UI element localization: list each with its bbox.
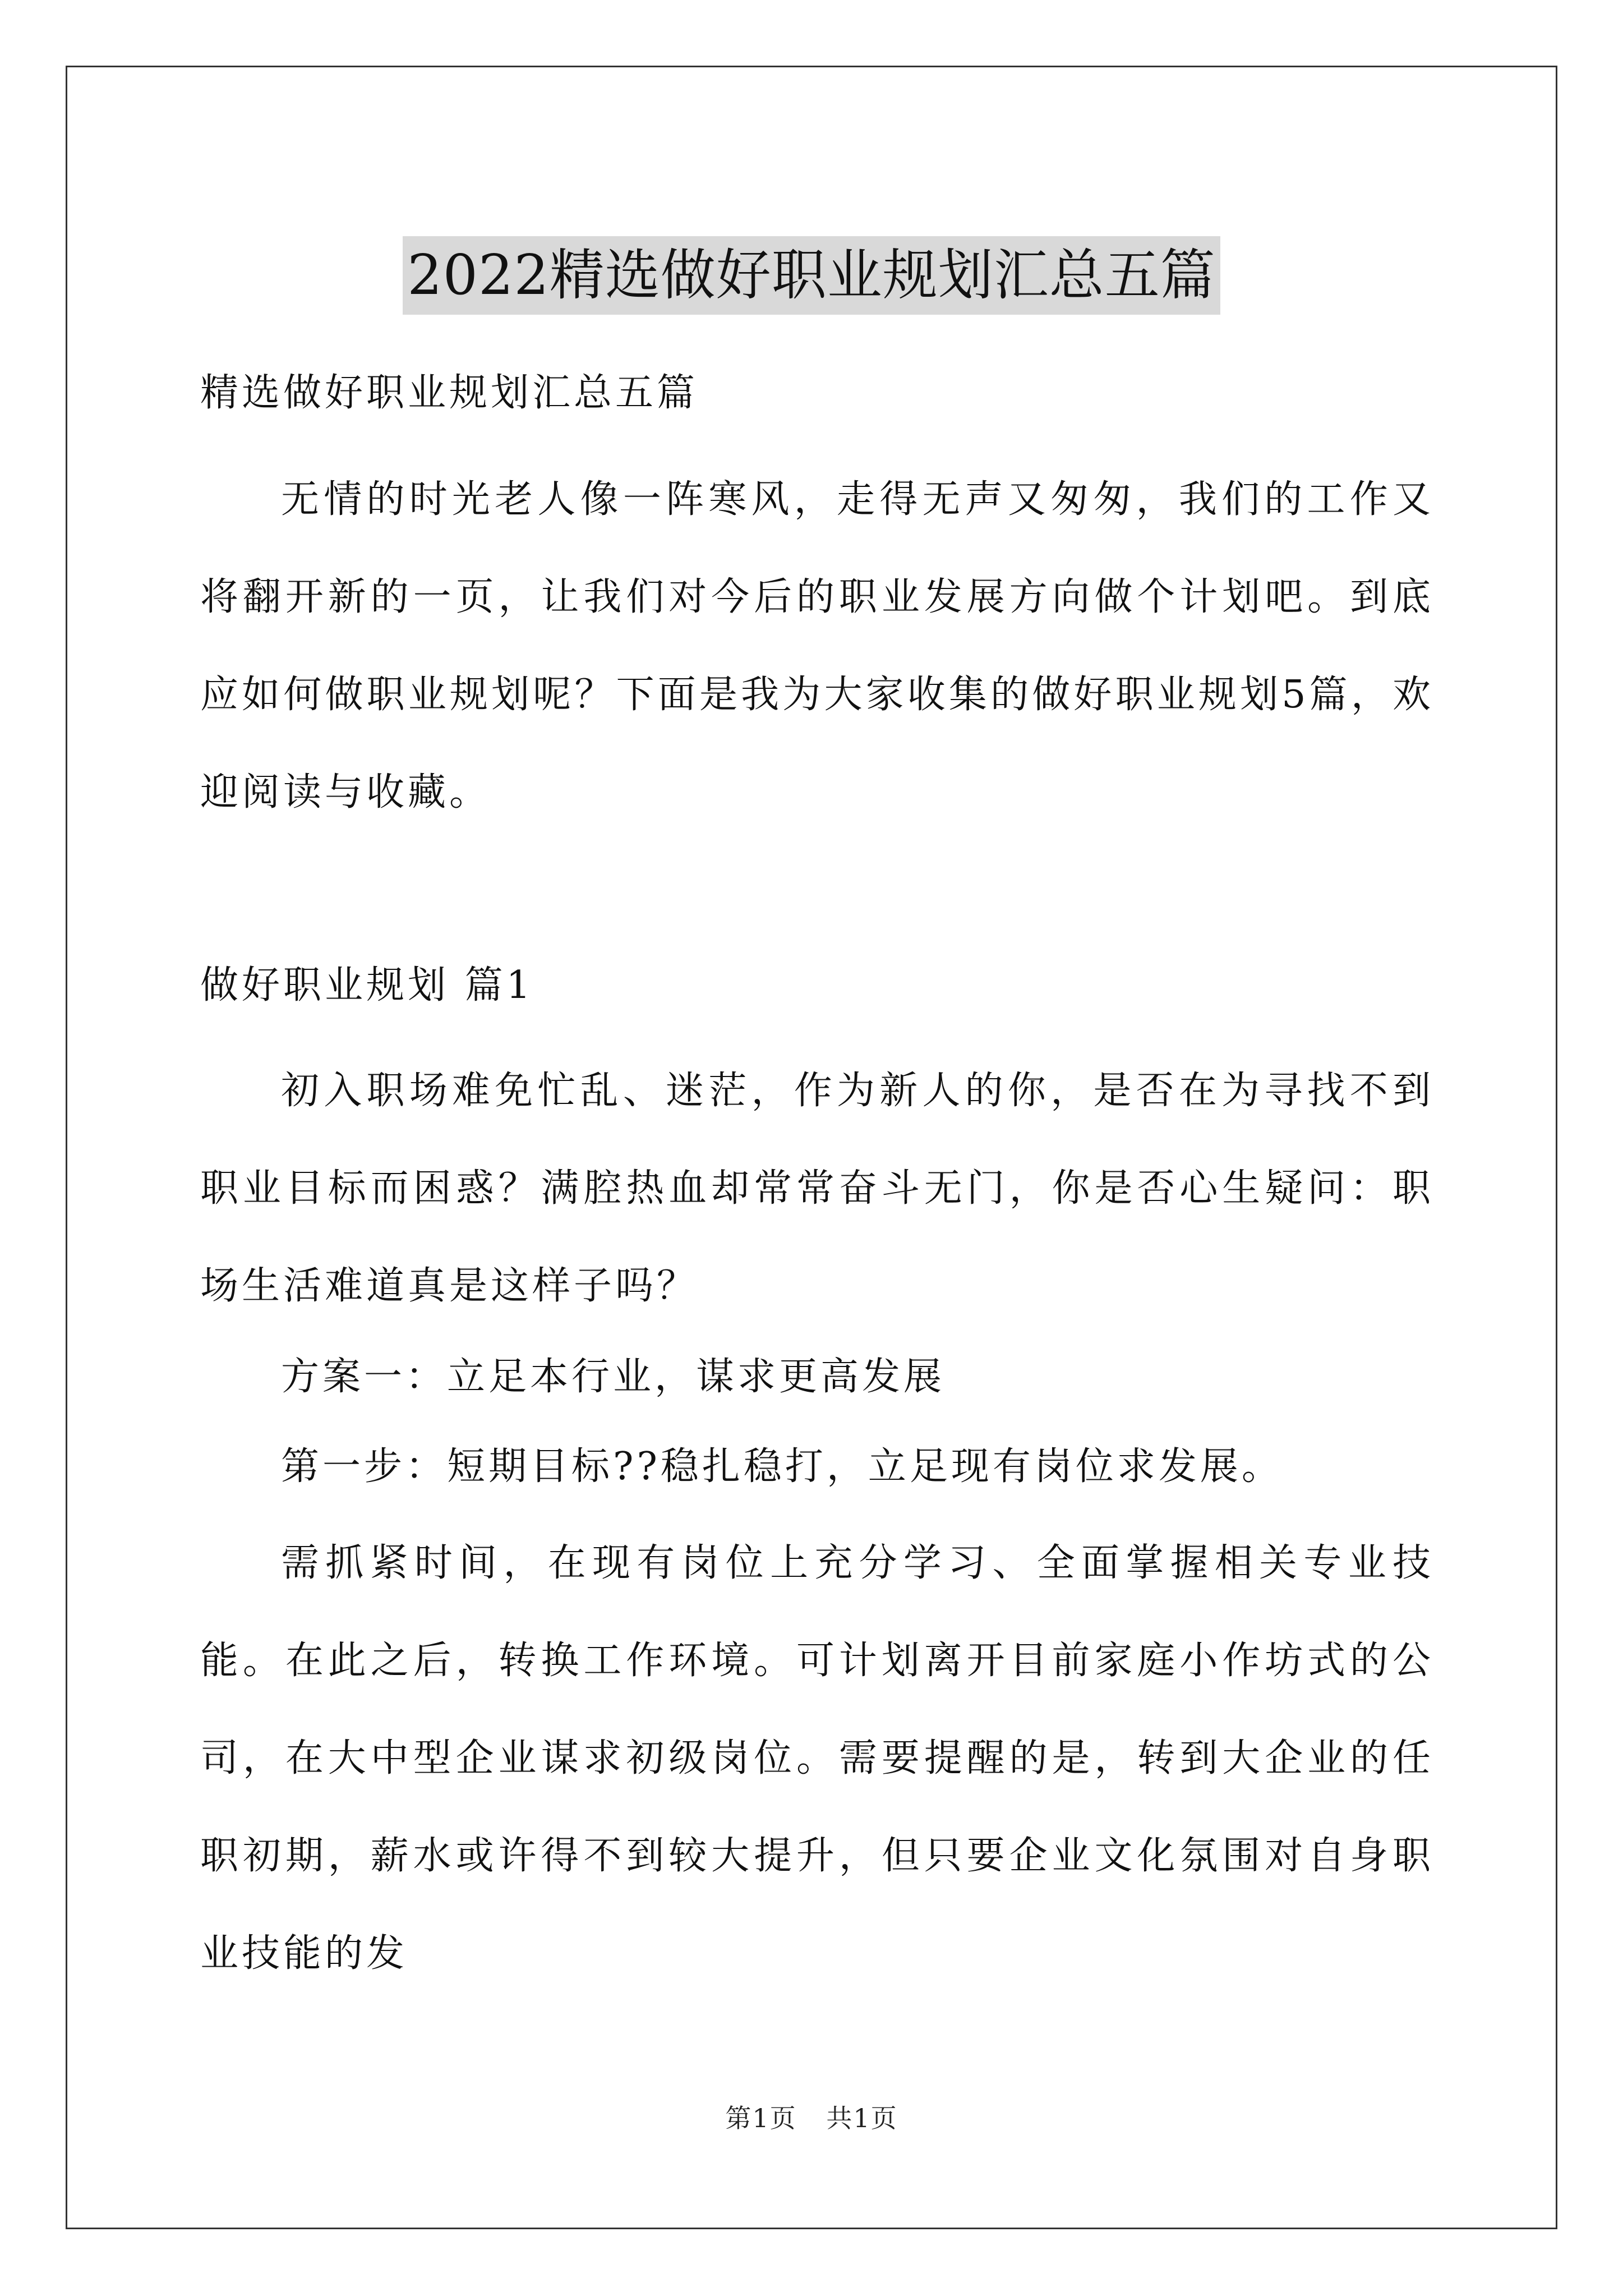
document-title: 2022精选做好职业规划汇总五篇 [403,236,1220,315]
document-subtitle: 精选做好职业规划汇总五篇 [200,371,699,415]
section-heading: 做好职业规划 篇1 [200,963,534,1007]
section-plan-heading: 方案一：立足本行业，谋求更高发展 [281,1355,946,1399]
document-body [200,344,1434,2003]
title-container [0,199,1623,351]
section-paragraph: 需抓紧时间，在现有岗位上充分学习、全面掌握相关专业技能。在此之后，转换工作环境。可计划离开目前家庭小作坊式的公司，在大中型企业谋求初级岗位。需要提醒的是，转到大企业的任职初期，薪水或许得不到较大提升，但只要企业文化氛围对自身职业技能的发 [200,1541,1434,1976]
page-number: 第1页 [725,2103,797,2133]
page-footer [0,2098,1623,2135]
section-paragraph: 初入职场难免忙乱、迷茫，作为新人的你，是否在为寻找不到职业目标而困惑？满腔热血却常常奋斗无门，你是否心生疑问：职场生活难道真是这样子吗？ [200,1069,1434,1308]
page-total: 共1页 [826,2103,898,2133]
section-step-heading: 第一步：短期目标??稳扎稳打，立足现有岗位求发展。 [281,1444,1283,1489]
intro-paragraph: 无情的时光老人像一阵寒风，走得无声又匆匆，我们的工作又将翻开新的一页，让我们对今后的职业发展方向做个计划吧。到底应如何做职业规划呢？下面是我为大家收集的做好职业规划5篇，欢迎阅读与收藏。 [200,477,1434,815]
